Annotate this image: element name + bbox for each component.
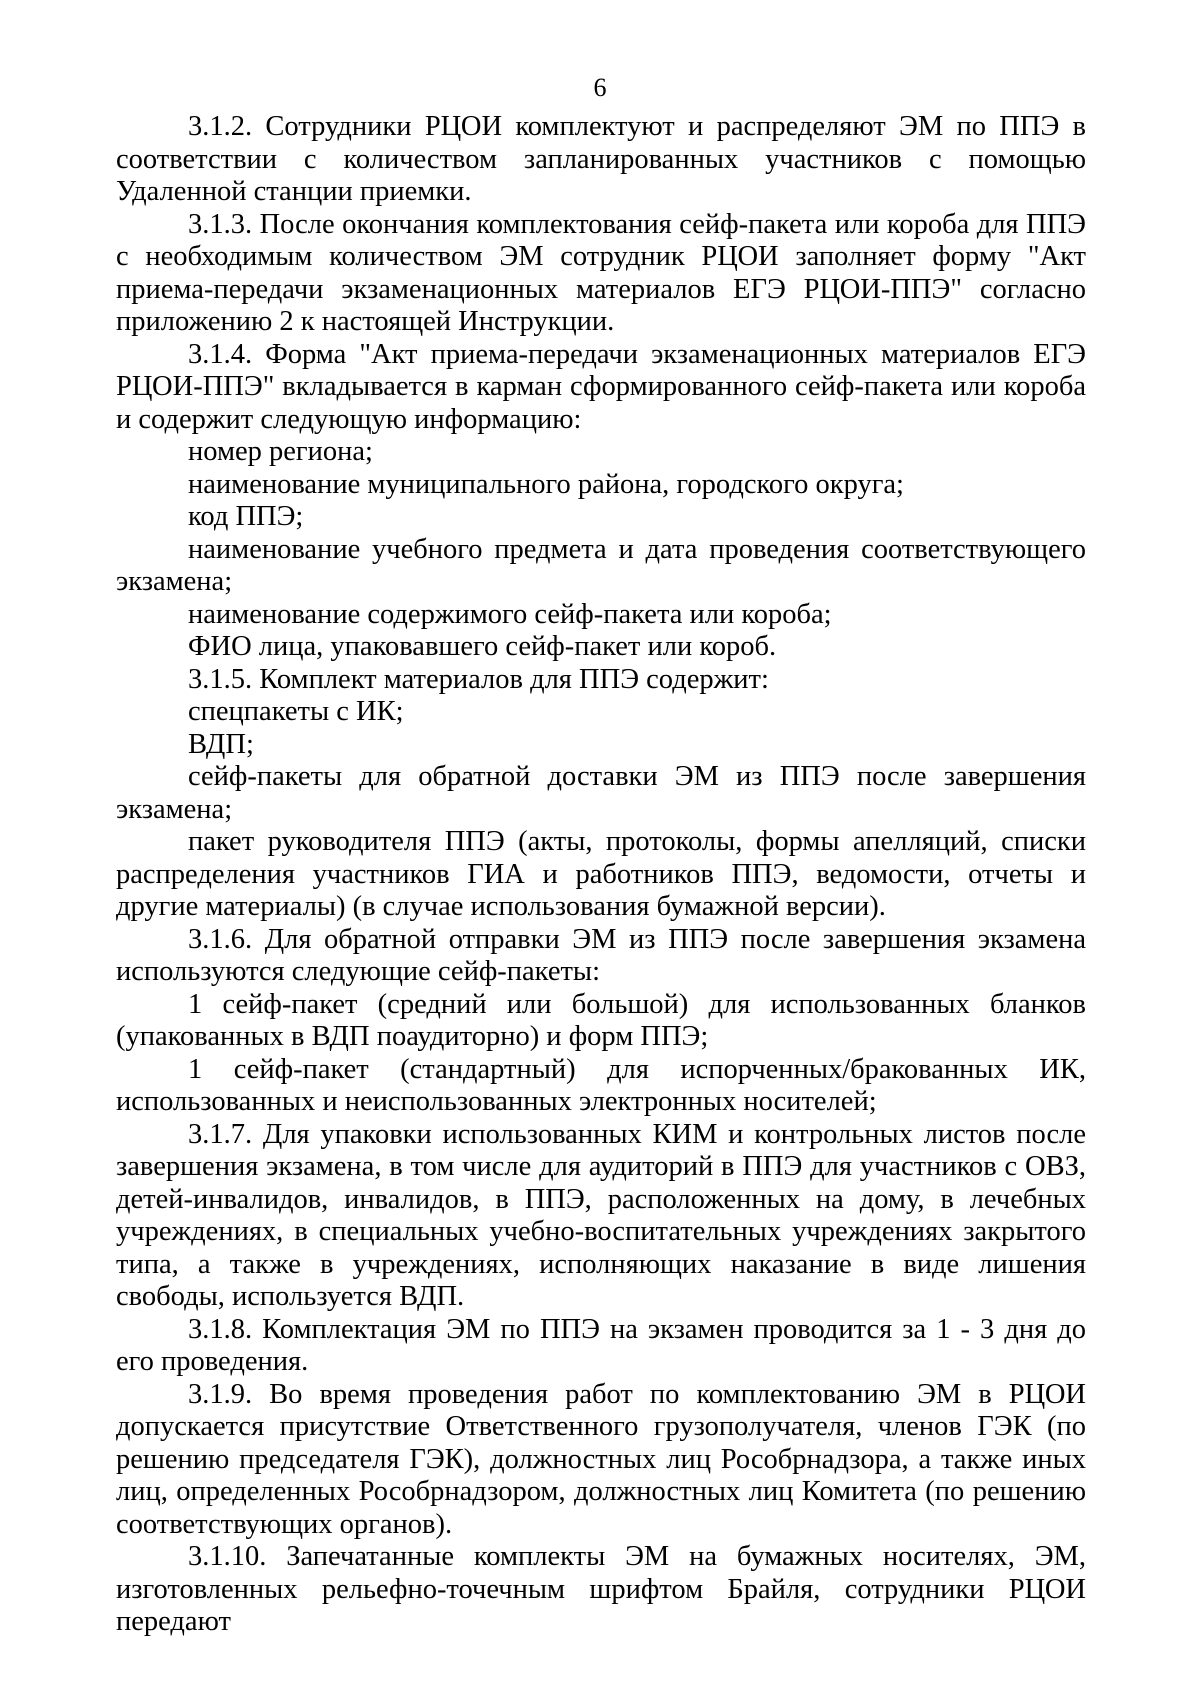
list-item: пакет руководителя ППЭ (акты, протоколы, формы апелляций, списки распределения участников ГИА и работников ППЭ, ведомости, отчеты и другие материалы) (в случае использования бумажной версии).	[116, 826, 1086, 922]
list-item: 1 сейф-пакет (средний или большой) для использованных бланков (упакованных в ВДП поаудиторно) и форм ППЭ;	[116, 988, 1086, 1052]
paragraph-3-1-10: 3.1.10. Запечатанные комплекты ЭМ на бумажных носителях, ЭМ, изготовленных рельефно-точечным шрифтом Брайля, сотрудники РЦОИ передают	[116, 1541, 1086, 1637]
list-item: код ППЭ;	[188, 501, 304, 532]
list-item: ФИО лица, упаковавшего сейф-пакет или короб.	[188, 631, 777, 662]
paragraph-3-1-6: 3.1.6. Для обратной отправки ЭМ из ППЭ после завершения экзамена используются следующие сейф-пакеты:	[116, 923, 1086, 987]
list-item: 1 сейф-пакет (стандартный) для испорченных/бракованных ИК, использованных и неиспользованных электронных носителей;	[116, 1053, 1086, 1117]
list-item: сейф-пакеты для обратной доставки ЭМ из ППЭ после завершения экзамена;	[116, 761, 1086, 825]
list-item: номер региона;	[188, 436, 373, 467]
paragraph-3-1-4: 3.1.4. Форма "Акт приема-передачи экзаменационных материалов ЕГЭ РЦОИ-ППЭ" вкладывается в карман сформированного сейф-пакета или короба и содержит следующую информацию:	[116, 338, 1086, 435]
paragraph-3-1-9: 3.1.9. Во время проведения работ по комплектованию ЭМ в РЦОИ допускается присутствие Ответственного грузополучателя, членов ГЭК (по решению председателя ГЭК), должностных лиц Рособрнадзора, а также иных лиц, определенных Рособрнадзором, должностных лиц Комитета (по решению соответствующих органов).	[116, 1378, 1086, 1540]
paragraph-3-1-8: 3.1.8. Комплектация ЭМ по ППЭ на экзамен проводится за 1 - 3 дня до его проведения.	[116, 1313, 1086, 1377]
list-item: спецпакеты с ИК;	[188, 696, 404, 727]
paragraph-3-1-2: 3.1.2. Сотрудники РЦОИ комплектуют и распределяют ЭМ по ППЭ в соответствии с количеством запланированных участников с помощью Удаленной станции приемки.	[116, 111, 1086, 207]
paragraph-3-1-7: 3.1.7. Для упаковки использованных КИМ и контрольных листов после завершения экзамена, в том числе для аудиторий в ППЭ для участников с ОВЗ, детей-инвалидов, инвалидов, в ППЭ, расположенных на дому, в лечебных учреждениях, в специальных учебно-воспитательных учреждениях закрытого типа, а также в учреждениях, исполняющих наказание в виде лишения свободы, используется ВДП.	[116, 1118, 1086, 1312]
document-body	[116, 111, 1086, 1639]
list-item: наименование содержимого сейф-пакета или короба;	[188, 598, 832, 630]
paragraph-3-1-3: 3.1.3. После окончания комплектования сейф-пакета или короба для ППЭ с необходимым количеством ЭМ сотрудник РЦОИ заполняет форму "Акт приема-передачи экзаменационных материалов ЕГЭ РЦОИ-ППЭ" согласно приложению 2 к настоящей Инструкции.	[116, 208, 1086, 337]
list-item: наименование муниципального района, городского округа;	[188, 468, 904, 500]
paragraph-3-1-5: 3.1.5. Комплект материалов для ППЭ содержит:	[188, 663, 769, 695]
list-item: ВДП;	[188, 728, 254, 760]
page-number: 6	[593, 73, 607, 102]
list-item: наименование учебного предмета и дата проведения соответствующего экзамена;	[116, 533, 1086, 597]
